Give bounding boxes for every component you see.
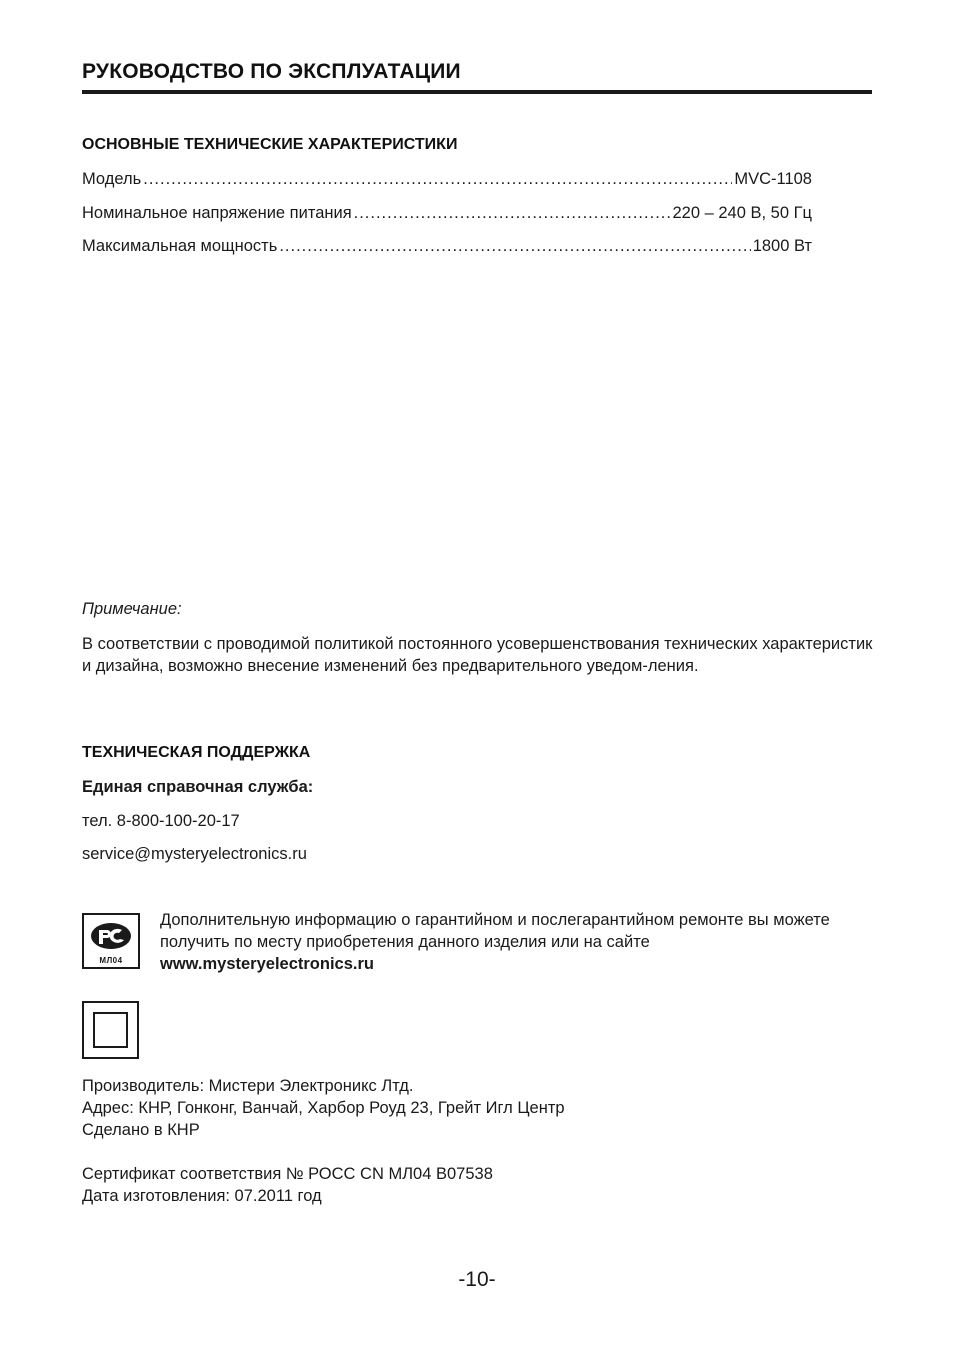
- manufacturer-name: Производитель: Мистери Электроникс Лтд.: [82, 1077, 414, 1095]
- note-text: В соответствии с проводимой политикой постоянного усовершенствования технических характеристик и дизайна, возможно внесение изменений без предварительного уведом-ления.: [82, 635, 873, 675]
- dot-leader: [354, 203, 671, 223]
- page-title: РУКОВОДСТВО ПО ЭКСПЛУАТАЦИИ: [82, 60, 461, 83]
- website-link[interactable]: www.mysteryelectronics.ru: [160, 955, 374, 973]
- support-phone: тел. 8-800-100-20-17: [82, 812, 240, 830]
- rst-logo-glyph: [88, 919, 134, 955]
- manufacture-date: Дата изготовления: 07.2011 год: [82, 1187, 322, 1205]
- manufacturer-address: Адрес: КНР, Гонконг, Ванчай, Харбор Роуд 23, Грейт Игл Центр: [82, 1099, 565, 1117]
- spec-value: 1800 Вт: [752, 237, 812, 255]
- title-rule: [82, 90, 872, 94]
- note-label: Примечание:: [82, 600, 182, 618]
- spec-value: 220 – 240 В, 50 Гц: [672, 204, 812, 222]
- support-subheading: Единая справочная служба:: [82, 778, 314, 796]
- warranty-text: Дополнительную информацию о гарантийном и послегарантийном ремонте вы можете получить по месту приобретения данного изделия или на сайте: [160, 911, 830, 951]
- support-email: service@mysteryelectronics.ru: [82, 845, 307, 863]
- dot-leader: [279, 236, 750, 256]
- certificate-block: [82, 1163, 882, 1207]
- double-insulation-inner-square: [93, 1012, 128, 1048]
- manufacturer-block: [82, 1075, 882, 1141]
- spec-row-model: [82, 169, 812, 189]
- spec-row-voltage: [82, 203, 812, 223]
- made-in: Сделано в КНР: [82, 1121, 200, 1139]
- certificate-number: Сертификат соответствия № РОСС CN МЛ04 В07538: [82, 1165, 493, 1183]
- spec-label: Модель: [82, 170, 142, 188]
- spec-label: Номинальное напряжение питания: [82, 204, 352, 222]
- page-number: -10-: [458, 1268, 496, 1291]
- rst-certification-icon: [82, 913, 140, 969]
- support-heading: ТЕХНИЧЕСКАЯ ПОДДЕРЖКА: [82, 744, 311, 761]
- spec-label: Максимальная мощность: [82, 237, 278, 255]
- double-insulation-icon: [82, 1001, 139, 1059]
- spec-value: MVC-1108: [734, 170, 812, 188]
- spec-row-power: [82, 236, 812, 256]
- dot-leader: [143, 169, 732, 189]
- certification-code: МЛ04: [99, 956, 123, 965]
- warranty-info: [160, 909, 860, 975]
- specs-heading: ОСНОВНЫЕ ТЕХНИЧЕСКИЕ ХАРАКТЕРИСТИКИ: [82, 136, 458, 153]
